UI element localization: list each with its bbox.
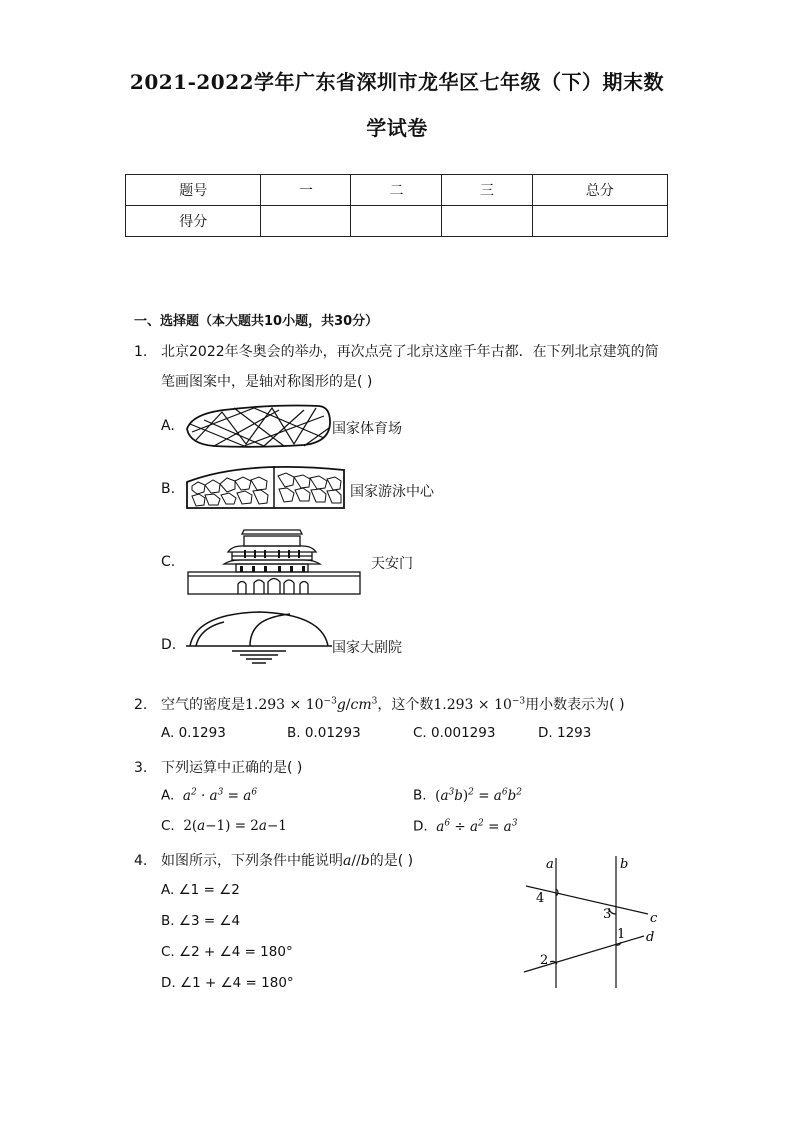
score-table-row: [126, 206, 668, 237]
score-cell: [532, 206, 667, 237]
option-letter: C.: [161, 818, 175, 834]
question-4: [134, 850, 413, 870]
question-text: 如图所示，下列条件中能说明: [161, 853, 343, 869]
line-c: [526, 886, 648, 914]
grand-theatre-drawing: [184, 608, 334, 668]
number-expression: $1.293 \times 10^{-3}$: [433, 696, 526, 713]
math-expression: $a^2 \cdot a^3 = a^6$: [182, 787, 258, 804]
option-d-letter[interactable]: D.: [161, 637, 177, 653]
question-number: 1.: [134, 344, 148, 360]
math-expression: $(a^3b)^2 = a^6b^2$: [435, 787, 522, 804]
label-c: c: [650, 911, 658, 926]
parallel-expression: a//b: [343, 853, 370, 869]
national-stadium-drawing: [184, 402, 334, 452]
q4-option-c[interactable]: C. ∠2 + ∠4 = 180°: [161, 944, 293, 960]
label-d: d: [646, 930, 655, 945]
score-cell: [261, 206, 351, 237]
option-a-letter[interactable]: A.: [161, 418, 175, 434]
label-angle-4: 4: [536, 891, 545, 906]
question-text-part2: ，这个数: [377, 697, 434, 713]
score-cell: [351, 206, 442, 237]
score-header-cell: 三: [442, 175, 532, 206]
question-2: [134, 694, 625, 714]
score-header-cell: 题号: [126, 175, 261, 206]
question-number: 4.: [134, 853, 148, 869]
q4-option-a[interactable]: A. ∠1 = ∠2: [161, 882, 240, 898]
density-expression: $1.293 \times 10^{-3}g/cm^3$: [245, 696, 378, 713]
q2-option-a[interactable]: A. 0.1293: [161, 725, 226, 741]
option-b-letter[interactable]: B.: [161, 481, 176, 497]
question-text-end: 的是( ): [369, 853, 414, 869]
label-a: a: [546, 857, 554, 872]
label-angle-1: 1: [617, 927, 626, 942]
score-cell: [442, 206, 532, 237]
question-number: 3.: [134, 760, 148, 776]
water-cube-drawing: [184, 462, 349, 512]
score-table: [125, 174, 668, 237]
score-header-cell: 一: [261, 175, 351, 206]
option-d-caption: 国家大剧院: [332, 640, 402, 656]
option-c-letter[interactable]: C.: [161, 554, 176, 570]
q3-option-c[interactable]: [161, 818, 287, 834]
page-title-line2: 学试卷: [366, 116, 428, 140]
option-letter: B.: [413, 787, 427, 804]
tiananmen-drawing: [184, 526, 364, 596]
q4-option-b[interactable]: B. ∠3 = ∠4: [161, 913, 241, 929]
q2-option-b[interactable]: B. 0.01293: [287, 725, 361, 741]
score-header-cell: 总分: [532, 175, 667, 206]
q2-option-d[interactable]: D. 1293: [538, 725, 592, 741]
score-table-header-row: [126, 175, 668, 206]
math-expression: 2(a−1) = 2a−1: [183, 818, 287, 834]
q3-option-a[interactable]: [161, 787, 257, 804]
q4-option-d[interactable]: D. ∠1 + ∠4 = 180°: [161, 975, 294, 991]
question-number: 2.: [134, 697, 148, 713]
option-b-caption: 国家游泳中心: [350, 484, 434, 500]
q3-option-d[interactable]: [413, 818, 517, 835]
question-3: [134, 757, 302, 777]
section-heading: 一、选择题（本大题共10小题，共30分）: [134, 314, 379, 329]
question-text: 下列运算中正确的是( ): [161, 760, 303, 776]
label-angle-3: 3: [603, 907, 612, 922]
question-text-part1: 空气的密度是: [161, 697, 245, 713]
parallel-lines-figure: [520, 852, 670, 992]
label-b: b: [620, 857, 629, 872]
math-expression: $a^6 \div a^2 = a^3$: [436, 818, 518, 835]
option-letter: D.: [413, 818, 428, 835]
q2-option-c[interactable]: C. 0.001293: [413, 725, 496, 741]
score-header-cell: 二: [351, 175, 442, 206]
label-angle-2: 2: [540, 953, 549, 968]
question-1-line1: [134, 341, 659, 361]
page-title-line1: 2021-2022学年广东省深圳市龙华区七年级（下）期末数: [129, 70, 665, 94]
option-letter: A.: [161, 787, 175, 804]
question-text: 北京2022年冬奥会的举办，再次点亮了北京这座千年古都．在下列北京建筑的简: [161, 344, 659, 360]
option-c-caption: 天安门: [371, 556, 413, 572]
q3-option-b[interactable]: [413, 787, 522, 804]
option-a-caption: 国家体育场: [332, 421, 402, 437]
question-1-line2: 笔画图案中，是轴对称图形的是( ): [161, 374, 373, 390]
score-row-label: 得分: [126, 206, 261, 237]
question-text-part3: 用小数表示为( ): [525, 697, 625, 713]
